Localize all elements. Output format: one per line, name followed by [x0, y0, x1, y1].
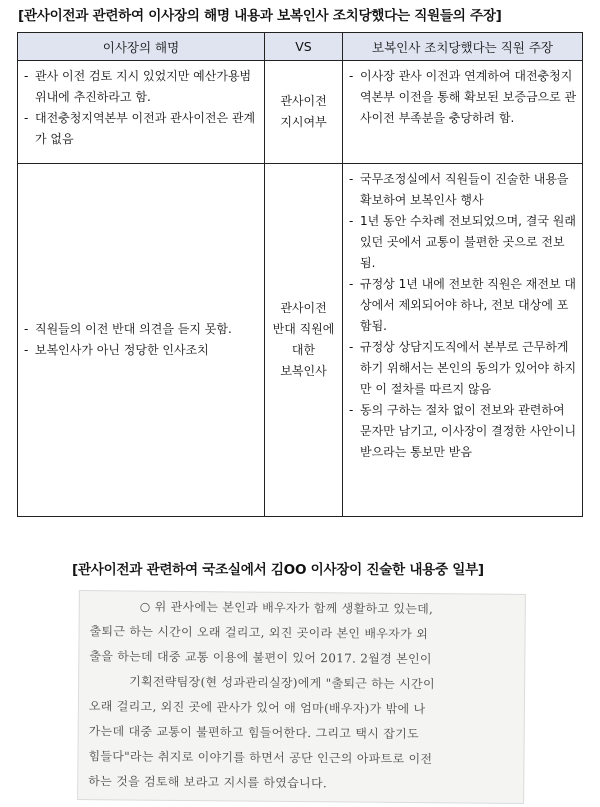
scan-line: 출을 하는데 대중 교통 이용에 불편이 있어 2017. 2월경 본인이: [89, 649, 432, 667]
chairman-explanation-cell: [18, 61, 265, 164]
scan-line: 가는데 대중 교통이 불편하고 힘들어한다. 그리고 택시 잡기도: [88, 724, 419, 742]
issue-line: 관사이전: [280, 94, 327, 108]
issue-line: 보복인사: [280, 364, 327, 378]
scan-line: 출퇴근 하는 시간이 오래 걸리고, 외진 곳이라 본인 배우자가 외: [89, 624, 429, 642]
statement-heading: [관사이전과 관련하여 국조실에서 김OO 이사장이 진술한 내용중 일부]: [72, 562, 484, 578]
scan-line: 하는 것을 검토해 보라고 지시를 하였습니다.: [88, 774, 328, 791]
list-item: - 규정상 1년 내에 전보한 직원은 재전보 대상에서 제외되어야 하나, 전보 대상에 포함됨.: [349, 274, 577, 337]
table-row: [18, 61, 583, 164]
comparison-heading: [관사이전과 관련하여 이사장의 해명 내용과 보복인사 조치당했다는 직원들의 주장]: [18, 8, 502, 24]
header-staff-claim: 보복인사 조치당했다는 직원 주장: [343, 33, 583, 61]
issue-line: 관사이전: [280, 301, 327, 315]
scan-line: 힘들다"라는 취지로 이야기를 하면서 공단 인근의 아파트로 이전: [88, 749, 433, 767]
table-header-row: [18, 33, 583, 61]
chairman-explanation-cell: [18, 164, 265, 517]
list-item: - 규정상 상담지도직에서 본부로 근무하게 하기 위해서는 본인의 동의가 있어야 하지만 이 절차를 따르지 않음: [349, 337, 577, 400]
staff-claim-cell: [343, 61, 583, 164]
list-item: - 1년 동안 수차례 전보되었으며, 결국 원래 있던 곳에서 교통이 불편한 곳으로 전보됨.: [349, 211, 577, 274]
list-item: - 관사 이전 검토 지시 있었지만 예산가용범위내에 추진하라고 함.: [24, 66, 259, 108]
staff-claim-cell: [343, 164, 583, 517]
scanned-statement-excerpt: [77, 590, 526, 804]
scan-line: 오래 걸리고, 외진 곳에 관사가 있어 애 엄마(배우자)가 밖에 나: [88, 699, 426, 717]
header-chairman-explanation: 이사장의 해명: [18, 33, 265, 61]
issue-line: 반대 직원에: [272, 322, 335, 336]
list-item: - 국무조정실에서 직원들이 진술한 내용을 확보하여 보복인사 행사: [349, 169, 577, 211]
scan-line: 기획전략팀장(현 성과관리실장)에게 "출퇴근 하는 시간이: [129, 674, 435, 692]
header-vs: VS: [265, 33, 343, 61]
list-item: - 이사장 관사 이전과 연계하여 대전충청지역본부 이전을 통해 확보된 보증금으로 관사이전 부족분을 충당하려 함.: [349, 66, 577, 129]
issue-cell: [265, 164, 343, 517]
comparison-table: [17, 32, 583, 517]
issue-cell: [265, 61, 343, 164]
issue-line: 대한: [291, 343, 316, 357]
scan-line: ○ 위 관사에는 본인과 배우자가 함께 생활하고 있는데,: [139, 599, 434, 617]
list-item: - 직원들의 이전 반대 의견을 듣지 못함.: [24, 319, 259, 340]
list-item: - 동의 구하는 절차 없이 전보와 관련하여 문자만 남기고, 이사장이 결정한 사안이니 받으라는 통보만 받음: [349, 400, 577, 463]
list-item: - 보복인사가 아닌 정당한 인사조치: [24, 340, 259, 361]
issue-line: 지시여부: [280, 115, 327, 129]
list-item: - 대전충청지역본부 이전과 관사이전은 관계가 없음: [24, 108, 259, 150]
table-row: [18, 164, 583, 517]
